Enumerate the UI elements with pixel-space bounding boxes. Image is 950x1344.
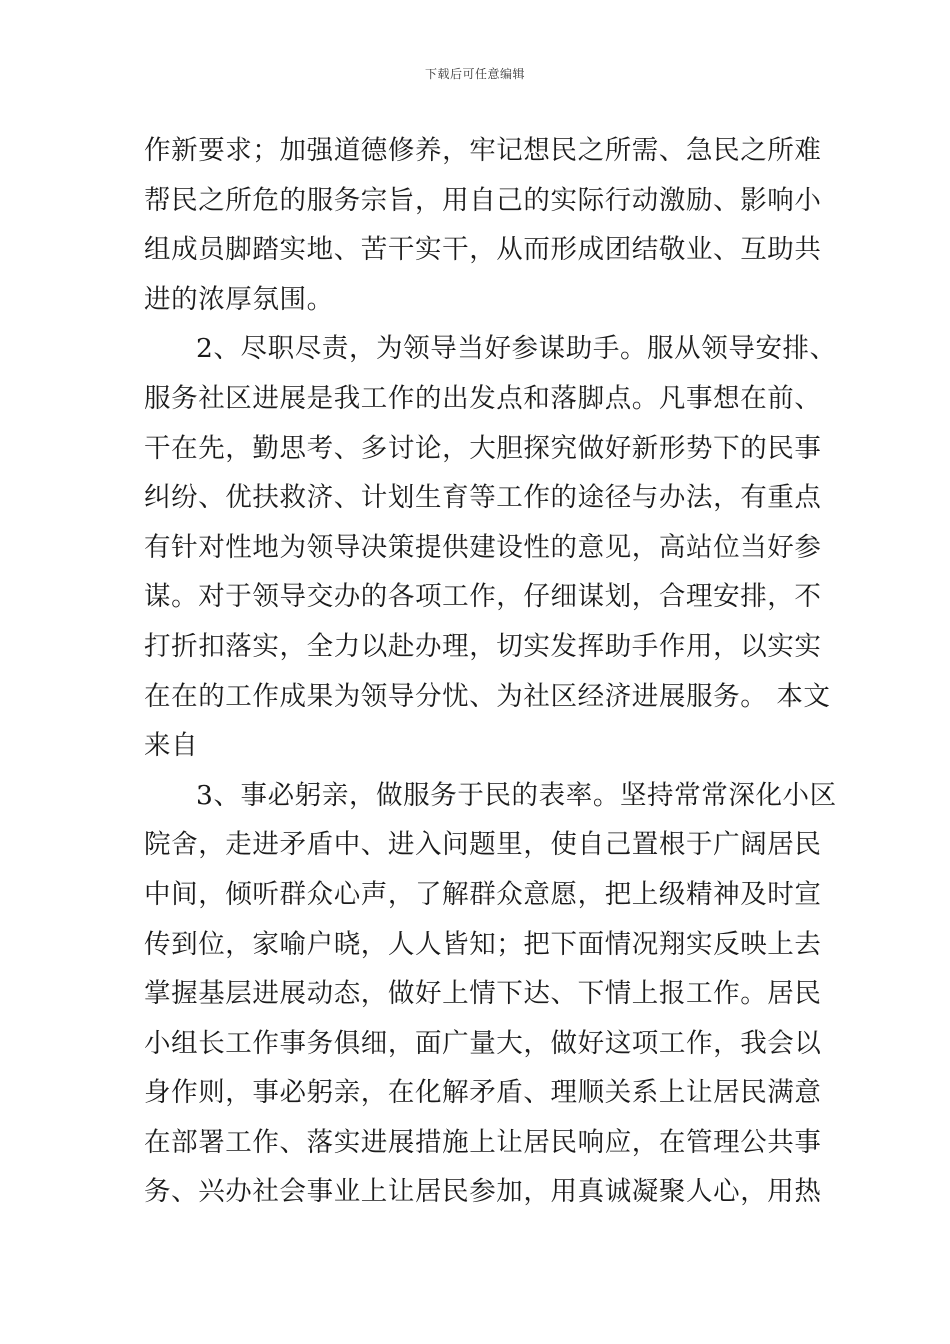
text-line: 身作则，事必躬亲，在化解矛盾、理顺关系上让居民满意 (144, 1077, 822, 1109)
text-line: 作新要求；加强道德修养，牢记想民之所需、急民之所难 (144, 135, 822, 166)
text-line: 打折扣落实，全力以赴办理，切实发挥助手作用，以实实 (144, 630, 822, 662)
text-line: 传到位，家喻户晓，人人皆知；把下面情况翔实反映上去 (144, 928, 822, 960)
text-line: 进的浓厚氛围。 (144, 283, 334, 315)
paragraph-2-start: 2、尽职尽责，为领导当好参谋助手。服从领导安排、 (196, 333, 837, 365)
text-line: 小组长工作事务俱细，面广量大，做好这项工作，我会以 (144, 1027, 822, 1059)
text-line: 组成员脚踏实地、苦干实干，从而形成团结敬业、互助共 (144, 234, 822, 266)
text-line: 服务社区进展是我工作的出发点和落脚点。凡事想在前、 (144, 382, 822, 414)
text-line: 帮民之所危的服务宗旨，用自己的实际行动激励、影响小 (144, 184, 822, 216)
text-line: 纠纷、优扶救济、计划生育等工作的途径与办法，有重点 (144, 482, 822, 514)
text-line: 院舍，走进矛盾中、进入问题里，使自己置根于广阔居民 (144, 829, 822, 861)
text-line: 掌握基层进展动态，做好上情下达、下情上报工作。居民 (144, 978, 822, 1010)
text-line: 来自 (144, 730, 199, 762)
paragraph-3-start: 3、事必躬亲，做服务于民的表率。坚持常常深化小区 (196, 779, 837, 811)
text-line: 干在先，勤思考、多讨论，大胆探究做好新形势下的民事 (144, 432, 822, 464)
text-line: 谋。对于领导交办的各项工作，仔细谋划，合理安排，不 (144, 581, 822, 613)
text-line: 在部署工作、落实进展措施上让居民响应，在管理公共事 (144, 1126, 822, 1158)
text-line: 中间，倾听群众心声，了解群众意愿，把上级精神及时宣 (144, 878, 822, 910)
document-body (144, 126, 837, 1217)
text-line: 有针对性地为领导决策提供建设性的意见，高站位当好参 (144, 531, 822, 563)
text-line: 在在的工作成果为领导分忧、为社区经济进展服务。 本文 (144, 680, 831, 712)
page-header: 下载后可任意编辑 (424, 67, 525, 81)
text-line: 务、兴办社会事业上让居民参加，用真诚凝聚人心，用热 (144, 1176, 822, 1208)
